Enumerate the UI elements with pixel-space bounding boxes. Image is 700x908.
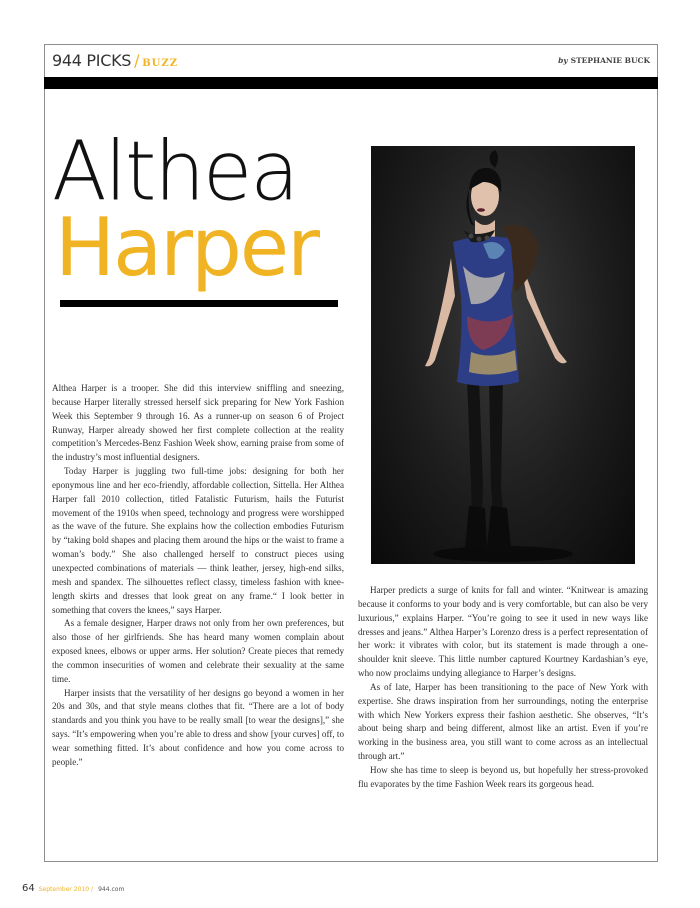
section-label (52, 51, 178, 70)
site-link[interactable]: 944.com (98, 886, 125, 893)
page-footer (22, 876, 124, 895)
section-separator: / (134, 51, 140, 70)
subsection-name: BUZZ (142, 58, 178, 69)
byline-prefix: by (558, 56, 568, 65)
article-paragraph: Harper predicts a surge of knits for fall and winter. “Knitwear is amazing because it conforms to your body and is very comfortable, but can also be very luxurious,” explains Harper. “You’re going to see it used in new ways like dresses and jeans.” Althea Harper’s Lorenzo dress is a perfect representation of her work: it vibrates with color, but its statement is made through a one-shoulder knit sleeve. This little number captured Kourtney Kardashian’s eye, who now proclaims undying allegiance to Harper’s designs. (358, 585, 648, 679)
page-number: 64 (22, 883, 35, 894)
byline (558, 56, 650, 65)
issue-date: September 2010 / (38, 886, 94, 893)
article-column-left (52, 382, 344, 770)
page-header (52, 51, 652, 73)
title-last-name: Harper (55, 201, 318, 294)
section-name: 944 PICKS (52, 51, 132, 70)
article-paragraph: As of late, Harper has been transitioning to the pace of New York with expertise. She draws inspiration from her surroundings, noting the enterprise with which New Yorkers express their fashion aesthetic. She observes, “It’s about being sharp and being different, almost like an artist. Even if you’re working in the business area, you still want to come across as an intellectual through art.” (358, 681, 648, 762)
model-photo (371, 146, 635, 564)
article-column-right (358, 584, 648, 792)
title-first-name: Althea (52, 124, 298, 219)
article-paragraph: Today Harper is juggling two full-time jobs: designing for both her eponymous line and her eco-friendly, affordable collection, Sittella. Her Althea Harper fall 2010 collection, titled Fatalistic Futurism, hails the Futurist movement of the 1910s when speed, technology and progress were worshipped as the wave of the future. She explains how the collection embodies Futurism by “taking bold shapes and placing them around the hips or the waist to frame a woman’s body.” She also challenged herself to construct pieces using unexpected combinations of materials — think leather, jersey, high-end silks, mesh and spandex. The silhouettes reflect classy, timeless fashion with knee-length skirts and dresses that look great on any frame.“ I look better in something that covers the knees,” says Harper. (52, 466, 344, 615)
header-bar (44, 77, 658, 89)
article-paragraph: How she has time to sleep is beyond us, but hopefully her stress-provoked flu evaporates by the time Fashion Week rears its gorgeous head. (358, 764, 648, 789)
article-paragraph: Harper insists that the versatility of her designs go beyond a women in her 20s and 30s, and that style means clothes that fit. “There are a lot of body standards and you think you have to be really small [to wear the designs],” she says. “It’s empowering when you’re able to dress and show [your curves] off, to wear something fitted. It’s about confidence and how you come across to people.” (52, 687, 344, 767)
article-paragraph: As a female designer, Harper draws not only from her own preferences, but also those of her girlfriends. She has heard many women complain about exposed knees, elbows or upper arms. Her solution? Create pieces that remedy the common insecurities of women and celebrate their sexuality at the same time. (52, 618, 344, 684)
title-underline (60, 300, 338, 307)
article-paragraph: Althea Harper is a trooper. She did this interview sniffling and sneezing, because Harper literally stressed herself sick preparing for New York Fashion Week this September 9 through 16. As a runner-up on season 6 of Project Runway, Harper already showed her first complete collection at the reality competition’s Mercedes-Benz Fashion Week show, earning praise from some of the industry’s most influential designers. (52, 383, 344, 463)
byline-author: STEPHANIE BUCK (570, 56, 650, 65)
